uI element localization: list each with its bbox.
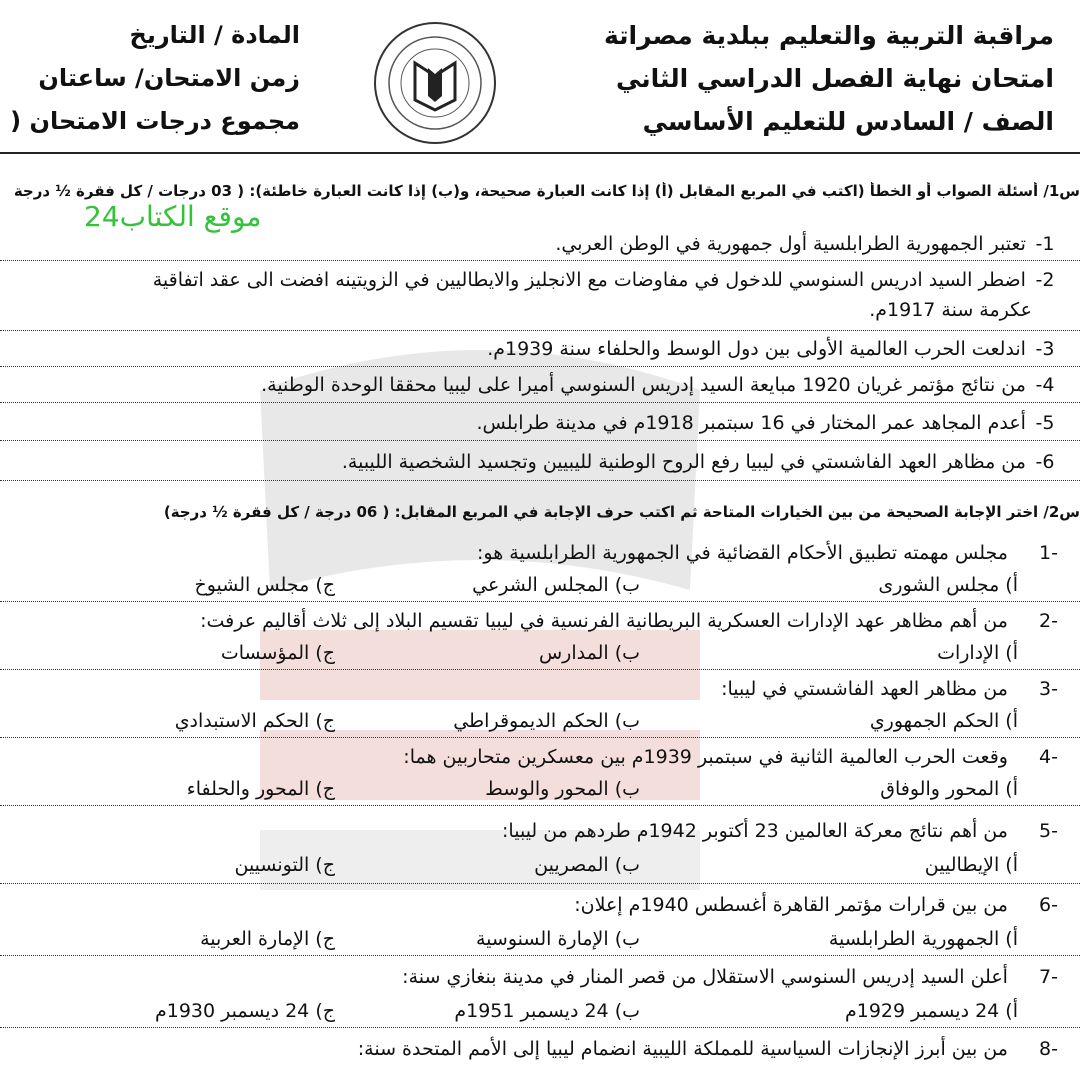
q1-item-6 xyxy=(0,442,1080,481)
option-b: ب) المصريين xyxy=(534,854,640,876)
item-number: -2 xyxy=(1039,610,1058,632)
header-divider xyxy=(0,152,1080,154)
item-number: 6- xyxy=(1035,451,1055,473)
q1-item-2 xyxy=(0,262,1080,331)
item-number: 4- xyxy=(1035,374,1055,396)
question-text: مجلس مهمته تطبيق الأحكام القضائية في الجمهورية الطرابلسية هو: xyxy=(477,542,1008,564)
option-a: أ) الحكم الجمهوري xyxy=(869,710,1018,732)
option-b: ب) الحكم الديموقراطي xyxy=(453,710,640,732)
option-c: ج) مجلس الشيوخ xyxy=(194,574,335,596)
statement-text: تعتبر الجمهورية الطرابلسية أول جمهورية في الوطن العربي. xyxy=(555,233,1026,255)
q2-item-3 xyxy=(0,671,1080,738)
question-text: من أهم نتائج معركة العالمين 23 أكتوبر 1942م طردهم من ليبيا: xyxy=(502,820,1008,842)
q2-item-8 xyxy=(0,1029,1080,1079)
q2-item-1 xyxy=(0,535,1080,602)
item-number: -1 xyxy=(1039,542,1058,564)
option-c: ج) الإمارة العربية xyxy=(200,928,335,950)
q1-item-1 xyxy=(0,228,1080,261)
question-text: من بين أبرز الإنجازات السياسية للمملكة الليبية انضمام ليبيا إلى الأمم المتحدة سنة: xyxy=(357,1038,1008,1060)
header-subject: المادة / التاريخ xyxy=(129,21,300,49)
q2-item-2 xyxy=(0,603,1080,670)
option-b: ب) 24 ديسمبر 1951م xyxy=(454,1000,640,1022)
q2-title: س2/ اختر الإجابة الصحيحة من بين الخيارات المتاحة ثم اكتب حرف الإجابة في المربع المقابل: ( 06 درجة / كل فقرة ½ درجة) xyxy=(163,503,1080,521)
statement-text-continued: عكرمة سنة 1917م. xyxy=(869,299,1032,321)
site-watermark: موقع الكتاب24 xyxy=(84,200,262,233)
q2-item-4 xyxy=(0,739,1080,806)
option-c: ج) التونسيين xyxy=(234,854,335,876)
q2-item-5 xyxy=(0,807,1080,884)
question-text: أعلن السيد إدريس السنوسي الاستقلال من قصر المنار في مدينة بنغازي سنة: xyxy=(402,966,1008,988)
header-grade: الصف / السادس للتعليم الأساسي xyxy=(642,107,1054,136)
q1-item-3 xyxy=(0,332,1080,367)
option-a: أ) الإيطاليين xyxy=(924,854,1018,876)
option-a: أ) 24 ديسمبر 1929م xyxy=(844,1000,1018,1022)
option-b: ب) المجلس الشرعي xyxy=(472,574,640,596)
statement-text: اندلعت الحرب العالمية الأولى بين دول الوسط والحلفاء سنة 1939م. xyxy=(487,338,1026,360)
q1-item-4 xyxy=(0,368,1080,403)
item-number: 1- xyxy=(1035,233,1055,255)
ministry-logo-icon xyxy=(370,18,500,148)
item-number: -7 xyxy=(1039,966,1058,988)
option-a: أ) الإدارات xyxy=(937,642,1018,664)
question-text: من مظاهر العهد الفاشستي في ليبيا: xyxy=(721,678,1008,700)
header-right xyxy=(604,14,1054,143)
option-c: ج) الحكم الاستبدادي xyxy=(174,710,335,732)
q2-item-6 xyxy=(0,885,1080,956)
q2-item-7 xyxy=(0,957,1080,1028)
option-a: أ) مجلس الشورى xyxy=(878,574,1018,596)
item-number: -5 xyxy=(1039,820,1058,842)
question-text: وقعت الحرب العالمية الثانية في سبتمبر 1939م بين معسكرين متحاربين هما: xyxy=(403,746,1008,768)
item-number: -6 xyxy=(1039,894,1058,916)
statement-text: أعدم المجاهد عمر المختار في 16 سبتمبر 1918م في مدينة طرابلس. xyxy=(476,412,1026,434)
item-number: 3- xyxy=(1035,338,1055,360)
item-number: 5- xyxy=(1035,412,1055,434)
header-exam-name: امتحان نهاية الفصل الدراسي الثاني xyxy=(615,64,1054,93)
item-number: -4 xyxy=(1039,746,1058,768)
header-duration: زمن الامتحان/ ساعتان xyxy=(38,64,300,92)
statement-text: من مظاهر العهد الفاشستي في ليبيا رفع الروح الوطنية لليبيين وتجسيد الشخصية الليبية. xyxy=(341,451,1026,473)
q1-item-5 xyxy=(0,404,1080,441)
item-number: -3 xyxy=(1039,678,1058,700)
option-a: أ) المحور والوفاق xyxy=(880,778,1018,800)
option-c: ج) المؤسسات xyxy=(220,642,335,664)
option-c: ج) المحور والحلفاء xyxy=(186,778,335,800)
option-b: ب) المحور والوسط xyxy=(485,778,640,800)
option-a: أ) الجمهورية الطرابلسية xyxy=(828,928,1018,950)
option-b: ب) المدارس xyxy=(538,642,640,664)
question-text: من أهم مظاهر عهد الإدارات العسكرية البريطانية الفرنسية في ليبيا تقسيم البلاد إلى ثلاث أقاليم عرفت: xyxy=(200,610,1008,632)
header-left xyxy=(0,14,304,143)
header-authority: مراقبة التربية والتعليم ببلدية مصراتة xyxy=(603,21,1054,50)
option-b: ب) الإمارة السنوسية xyxy=(476,928,640,950)
question-text: من بين قرارات مؤتمر القاهرة أغسطس 1940م إعلان: xyxy=(574,894,1008,916)
item-number: -8 xyxy=(1039,1038,1058,1060)
item-number: 2- xyxy=(1035,269,1055,291)
statement-text: من نتائج مؤتمر غريان 1920 مبايعة السيد إدريس السنوسي أميرا على ليبيا محققا الوحدة الوطنية. xyxy=(261,374,1026,396)
statement-text: اضطر السيد ادريس السنوسي للدخول في مفاوضات مع الانجليز والايطاليين في الزويتينه افضت الى عقد اتفاقية xyxy=(152,269,1026,291)
option-c: ج) 24 ديسمبر 1930م xyxy=(154,1000,335,1022)
header-total-marks: مجموع درجات الامتحان ( xyxy=(10,107,300,135)
q1-title: س1/ أسئلة الصواب أو الخطأ (اكتب في المربع المقابل (أ) إذا كانت العبارة صحيحة، و(ب) إذا كانت العبارة خاطئة): ( 03 درجات / كل فقرة ½ درجة xyxy=(13,182,1080,200)
